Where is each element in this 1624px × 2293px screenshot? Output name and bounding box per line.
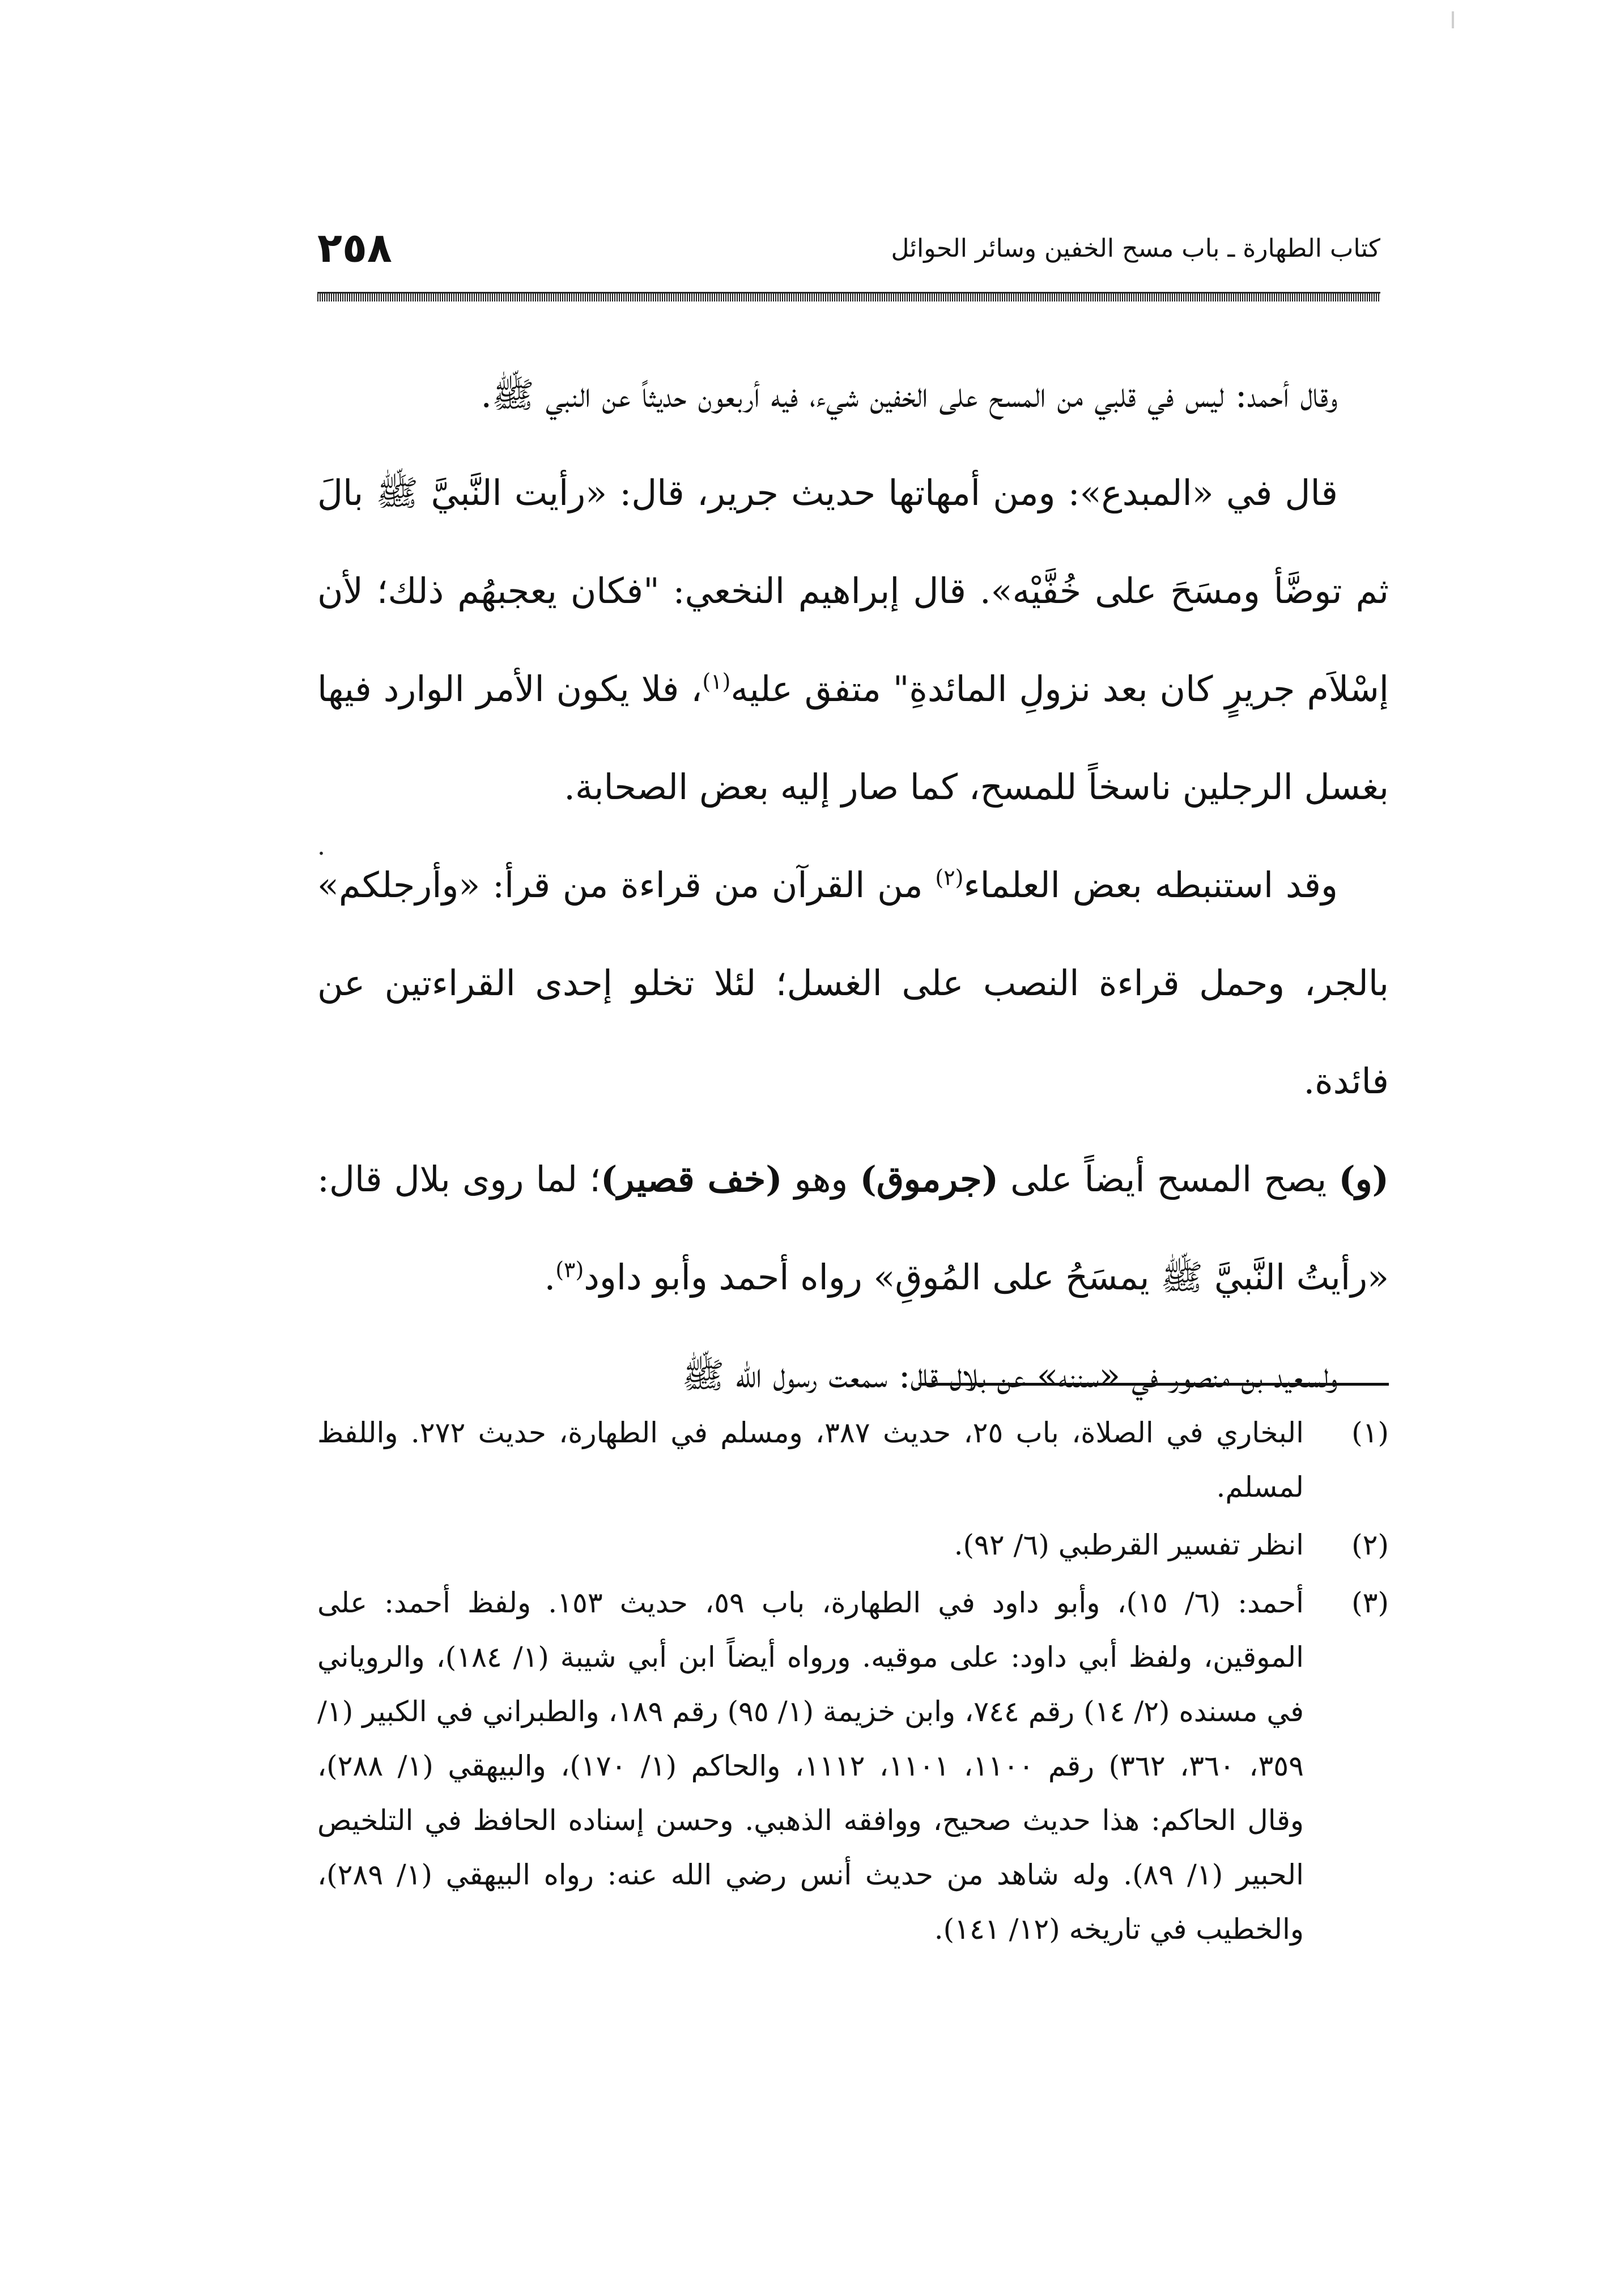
paragraph-1: وقال أحمد: ليس في قلبي من المسح على الخفين شيء، فيه أربعون حديثاً عن النبي ﷺ. — [481, 374, 1338, 415]
footnote-number: (١) — [1351, 1416, 1389, 1449]
paragraph-3 — [317, 836, 1389, 1130]
paragraph-5: ولسعيد بن منصور في «سننه» عن بلال قال: سمعت رسول الله ﷺ — [682, 1354, 1338, 1396]
paragraph-4-text-d: . — [544, 1256, 556, 1298]
footnote-text: انظر تفسير القرطبي (٦/ ٩٢). — [954, 1528, 1304, 1561]
header-divider — [317, 292, 1380, 302]
matn-term-3: (خف قصير) — [601, 1158, 783, 1200]
matn-term-1: (و) — [1338, 1158, 1389, 1200]
header-title: كتاب الطهارة ـ باب مسح الخفين وسائر الحوائل — [891, 234, 1380, 263]
paragraph-4 — [317, 1130, 1389, 1326]
paragraph-3-text-b: من القرآن من قراءة من قرأ: «وأرجلكم» بالجر، وحمل قراءة النصب على الغسل؛ لئلا تخلو إحدى القراءتين عن فائدة. — [317, 864, 1389, 1102]
footnote-number: (٣) — [1351, 1586, 1389, 1619]
footnote-number: (٢) — [1351, 1528, 1389, 1561]
margin-mark: . — [317, 832, 325, 861]
main-text — [317, 346, 1389, 1424]
paragraph-2 — [317, 444, 1389, 836]
footnote-text: البخاري في الصلاة، باب ٢٥، حديث ٣٨٧، ومسلم في الطهارة، حديث ٢٧٢. واللفظ لمسلم. — [317, 1416, 1304, 1504]
footnote-2 — [317, 1518, 1389, 1572]
footnote-ref-2: (٢) — [935, 865, 964, 890]
paragraph-4-text-a: يصح المسح أيضاً على — [998, 1158, 1339, 1200]
paragraph-4-text-b: وهو — [782, 1158, 860, 1200]
footnote-ref-1: (١) — [702, 669, 731, 694]
scan-mark — [1452, 11, 1454, 28]
footnote-separator — [919, 1383, 1389, 1386]
paragraph-2-text-a: قال في «المبدع»: ومن أمهاتها حديث جرير، قال: «رأيت النَّبيَّ ﷺ بالَ ثم توضَّأ ومسَحَ على خُفَّيْه». قال إبراهيم النخعي: "فكان يعجبهُم ذلك؛ لأن إسْلاَم جريرٍ كان بعد نزولِ المائدةِ" متفق عليه — [317, 472, 1389, 710]
footnote-1 — [317, 1405, 1389, 1514]
paragraph-4-text-c: ؛ لما روى بلال قال: «رأيتُ النَّبيَّ ﷺ يمسَحُ على المُوقِ» رواه أحمد وأبو داود — [317, 1158, 1389, 1298]
running-header — [317, 224, 1380, 286]
page-number: ٢٥٨ — [317, 224, 392, 271]
footnote-3 — [317, 1576, 1389, 1956]
paragraph-2-text-b: ، فلا يكون الأمر الوارد فيها بغسل الرجلين ناسخاً للمسح، كما صار إليه بعض الصحابة. — [317, 668, 1389, 808]
footnotes — [317, 1405, 1389, 1960]
footnote-text: أحمد: (٦/ ١٥)، وأبو داود في الطهارة، باب ٥٩، حديث ١٥٣. ولفظ أحمد: على الموقين، ولفظ أبي داود: على موقيه. ورواه أيضاً ابن أبي شيبة (١/ ١٨٤)، والروياني في مسنده (٢/ ١٤) رقم ٧٤٤، وابن خزيمة (١/ ٩٥) رقم ١٨٩، والطبراني في الكبير (١/ ٣٥٩، ٣٦٠، ٣٦٢) رقم ١١٠٠، ١١٠١، ١١١٢، والحاكم (١/ ١٧٠)، والبيهقي (١/ ٢٨٨)، وقال الحاكم: هذا حديث صحيح، ووافقه الذهبي. وحسن إسناده الحافظ في التلخيص الحبير (١/ ٨٩). وله شاهد من حديث أنس رضي الله عنه: رواه البيهقي (١/ ٢٨٩)، والخطيب في تاريخه (١٢/ ١٤١). — [317, 1586, 1304, 1946]
matn-term-2: (جرموق) — [860, 1158, 999, 1200]
footnote-ref-3: (٣) — [555, 1257, 584, 1283]
paragraph-3-text-a: وقد استنبطه بعض العلماء — [963, 864, 1338, 906]
